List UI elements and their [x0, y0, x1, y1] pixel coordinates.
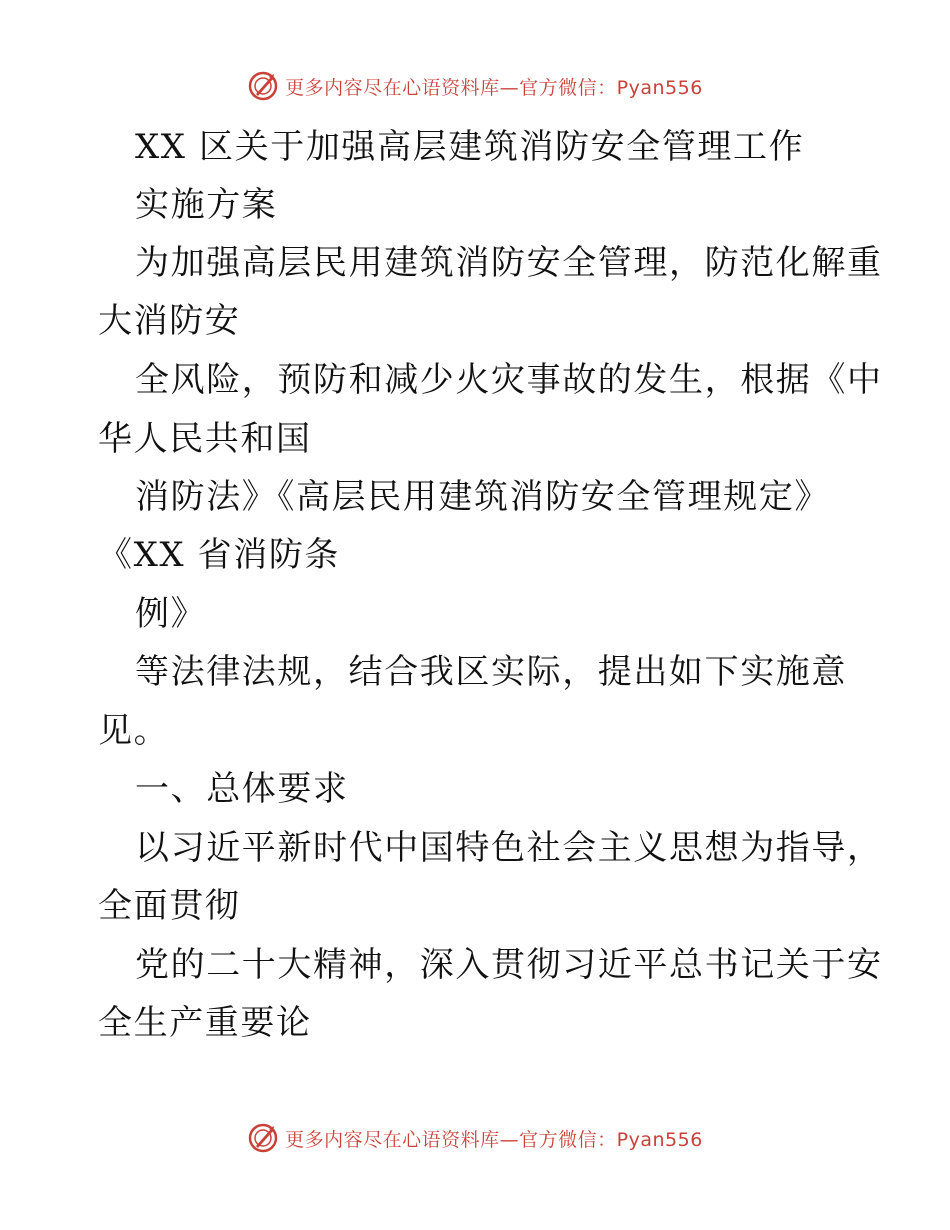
- paragraph-line: 全面贯彻: [98, 886, 241, 926]
- paragraph-line: 大消防安: [98, 301, 241, 341]
- paragraph-line: 等法律法规，结合我区实际，提出如下实施意: [135, 652, 847, 692]
- paragraph-line: 华人民共和国: [98, 419, 312, 459]
- section-heading: 一、总体要求: [135, 769, 349, 809]
- paragraph-line: 全生产重要论: [98, 1003, 312, 1043]
- watermark-text: 更多内容尽在心语资料库—官方微信：Pyan556: [285, 1128, 703, 1151]
- brand-logo-icon: [247, 70, 279, 102]
- watermark-text: 更多内容尽在心语资料库—官方微信：Pyan556: [285, 76, 703, 99]
- paragraph-line: 见。: [98, 711, 170, 751]
- paragraph-line: 党的二十大精神，深入贯彻习近平总书记关于安: [135, 945, 883, 985]
- paragraph-line: 全风险，预防和减少火灾事故的发生，根据《中: [135, 360, 883, 400]
- paragraph-line: 为加强高层民用建筑消防安全管理，防范化解重: [135, 243, 883, 283]
- footer-watermark: [0, 1122, 950, 1154]
- paragraph-line: 以习近平新时代中国特色社会主义思想为指导，: [135, 828, 883, 868]
- paragraph-line: 例》: [135, 594, 207, 634]
- header-watermark: [0, 70, 950, 102]
- paragraph-line: 消防法》《高层民用建筑消防安全管理规定》: [135, 477, 830, 517]
- paragraph-line: 《XX 省消防条: [98, 535, 341, 575]
- brand-logo-icon: [247, 1122, 279, 1154]
- document-title-line-2: 实施方案: [135, 185, 278, 225]
- document-title: XX 区关于加强高层建筑消防安全管理工作: [135, 127, 805, 167]
